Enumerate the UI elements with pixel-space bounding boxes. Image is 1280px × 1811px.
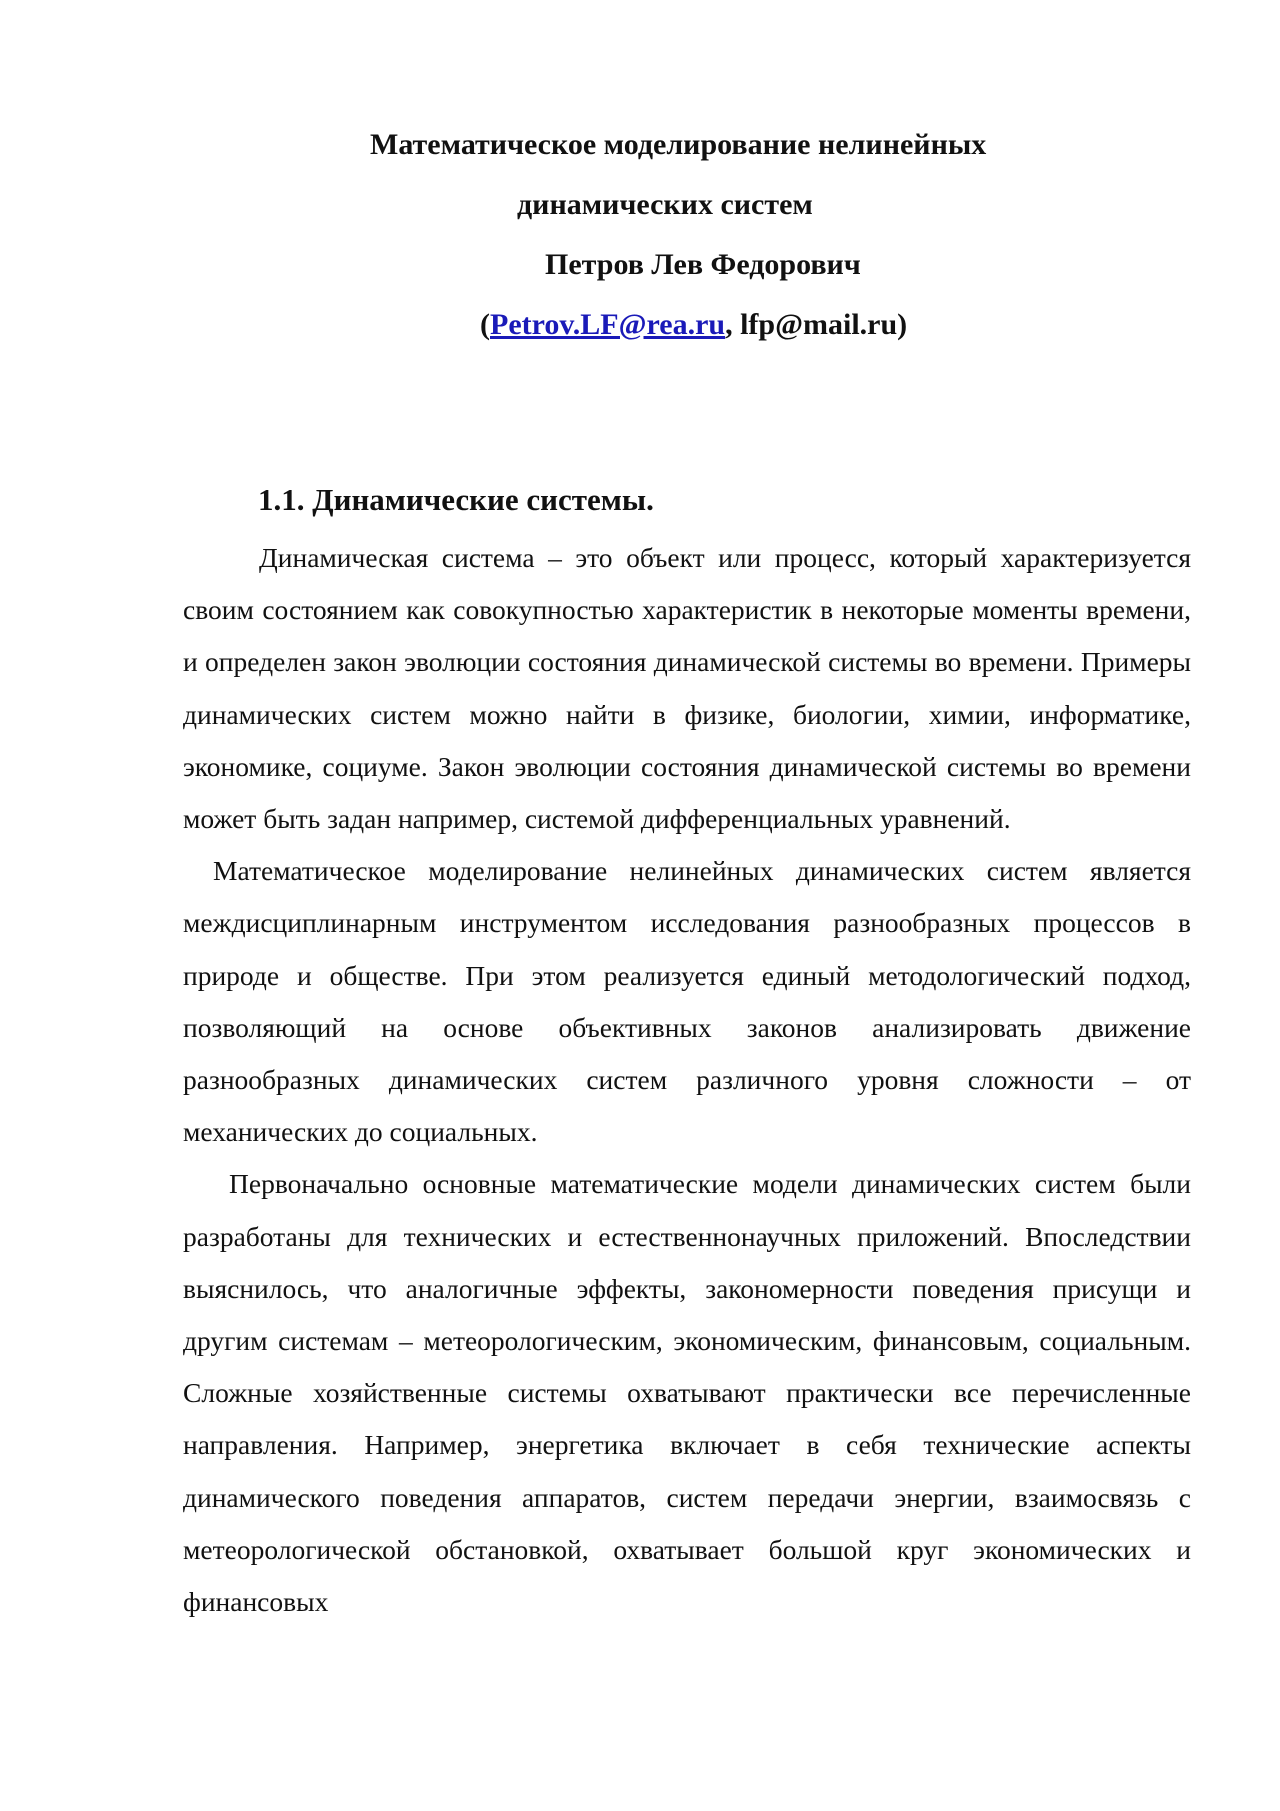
contacts-separator: , [725, 308, 741, 341]
email-secondary: lfp@mail.ru [740, 308, 898, 341]
email-link-primary[interactable]: Petrov.LF@rea.ru [490, 308, 726, 341]
author-name: Петров Лев Федорович [545, 248, 861, 281]
body-text [183, 532, 1191, 1628]
contacts-open-paren: ( [480, 308, 490, 341]
section-heading: 1.1. Динамические системы. [258, 482, 654, 517]
document-title-line-1: Математическое моделирование нелинейных [370, 128, 987, 161]
paragraph-1: Динамическая система – это объект или процесс, который характеризуется своим состоянием как совокупностью характеристик в некоторые моменты времени, и определен закон эволюции состояния динамической системы во времени. Примеры динамических систем можно найти в физике, биологии, химии, информатике, экономике, социуме. Закон эволюции состояния динамической системы во времени может быть задан например, системой дифференциальных уравнений. [183, 542, 1191, 835]
paragraph-3: Первоначально основные математические модели динамических систем были разработаны для технических и естественнонаучных приложений. Впоследствии выяснилось, что аналогичные эффекты, закономерности поведения присущи и другим системам – метеорологическим, экономическим, финансовым, социальным. Сложные хозяйственные системы охватывают практически все перечисленные направления. Например, энергетика включает в себя технические аспекты динамического поведения аппаратов, систем передачи энергии, взаимосвязь с метеорологической обстановкой, охватывает большой круг экономических и финансовых [183, 1168, 1191, 1618]
contacts-close-paren: ) [897, 308, 908, 341]
author-contacts [480, 295, 907, 355]
document-title-line-2: динамических систем [517, 188, 813, 221]
paragraph-2: Математическое моделирование нелинейных динамических систем является междисциплинарным инструментом исследования разнообразных процессов в природе и обществе. При этом реализуется единый методологический подход, позволяющий на основе объективных законов анализировать движение разнообразных динамических систем различного уровня сложности – от механических до социальных. [183, 855, 1191, 1148]
